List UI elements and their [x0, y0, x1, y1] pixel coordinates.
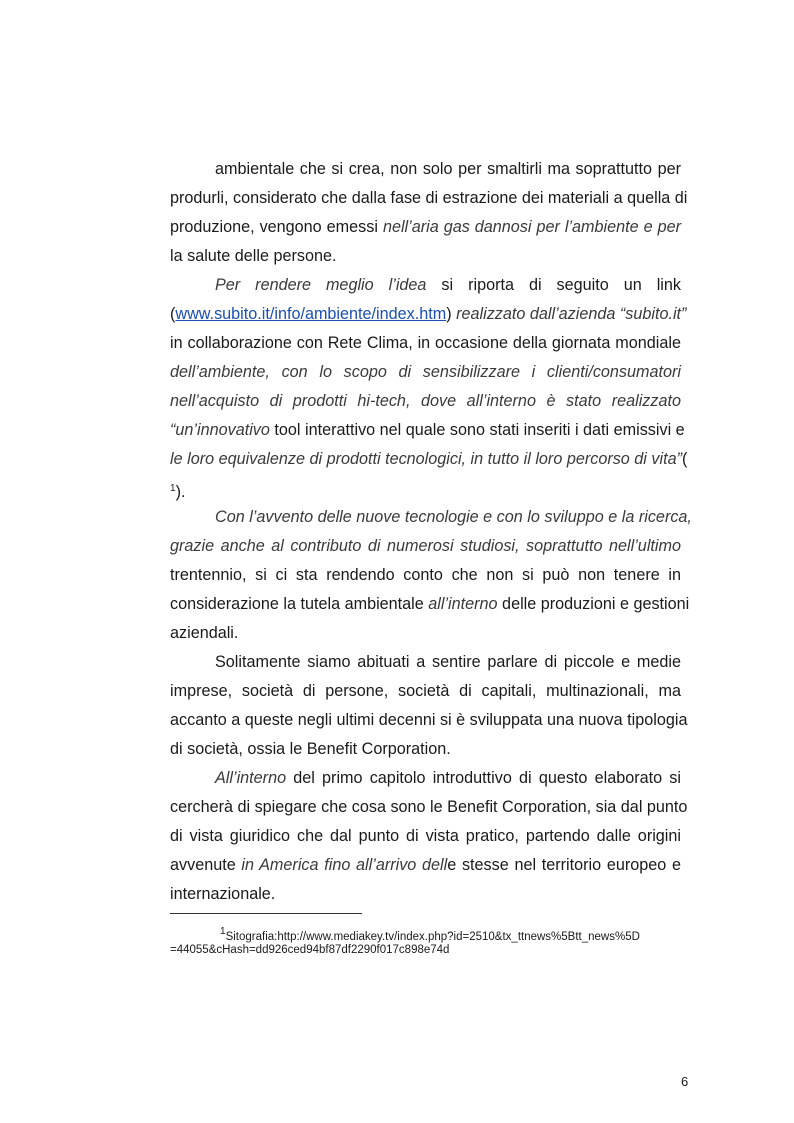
p5-line5: internazionale. — [170, 885, 276, 903]
p2-line2 — [170, 300, 687, 329]
p2-line6-italic: innovativo — [197, 421, 270, 439]
footnote-line1 — [170, 923, 682, 941]
footnote-text1: Sitografia:http://www.mediakey.tv/index.php?id=2510&tx_ttnews%5Btt_news%5D — [225, 931, 640, 943]
page-number: 6 — [681, 1074, 689, 1089]
p2-line7-italic: le loro equivalenze di prodotti tecnologici, in tutto il loro percorso di vita” — [170, 450, 682, 468]
p3-line4-italic: all’interno — [428, 595, 498, 613]
p2-line6-text: tool interattivo nel quale sono stati inseriti i dati emissivi e — [269, 421, 685, 439]
p5-line3: di vista giuridico che dal punto di vista pratico, partendo dalle origini — [170, 827, 681, 845]
p4-line3: accanto a queste negli ultimi decenni si è sviluppata una nuova tipologia — [170, 711, 688, 729]
p1-line3-italic: nell’aria gas dannosi per l’ambiente e per — [382, 218, 681, 236]
p1-line3-text: produzione, vengono emessi — [170, 218, 383, 236]
p1-line3 — [170, 213, 681, 242]
body-text — [170, 155, 692, 909]
p2-line5: nell’acquisto di prodotti hi-tech, dove all’interno è stato realizzato — [170, 392, 681, 410]
p5-line4-tail: e stesse nel territorio europeo e — [447, 856, 681, 874]
p2-line7-paren: ( — [681, 450, 688, 468]
p4-line4: di società, ossia le Benefit Corporation. — [170, 740, 451, 758]
p2-line7 — [170, 445, 688, 474]
p5-line2: cercherà di spiegare che cosa sono le Benefit Corporation, sia dal punto — [170, 798, 688, 816]
p3-line4-text: considerazione la tutela ambientale — [170, 595, 429, 613]
p2-line4: dell’ambiente, con lo scopo di sensibilizzare i clienti/consumatori — [170, 363, 681, 381]
footnote-ref: 1 — [170, 483, 176, 494]
p2-line8-text: ). — [175, 483, 186, 501]
p4-line1: Solitamente siamo abituati a sentire parlare di piccole e medie — [215, 653, 681, 671]
p2-line3: in collaborazione con Rete Clima, in occasione della giornata mondiale — [170, 334, 681, 352]
p2-line8 — [170, 474, 681, 503]
p2-line1 — [170, 271, 681, 300]
p2-line2-italic: realizzato dall’azienda “subito.it” — [456, 305, 687, 323]
p1-line4: la salute delle persone. — [170, 247, 337, 265]
p2-close-paren: ) — [446, 305, 457, 323]
p2-open-paren: ( — [170, 305, 176, 323]
p2-line1-text: si riporta di seguito un link — [426, 276, 681, 294]
footnote — [170, 923, 682, 959]
p1-line2: produrli, considerato che dalla fase di estrazione dei materiali a quella di — [170, 189, 688, 207]
footnote-line2: =44055&cHash=dd926ced94bf87df2290f017c898e74d — [170, 944, 450, 956]
p3-line2: grazie anche al contributo di numerosi studiosi, soprattutto nell’ultimo — [170, 537, 681, 555]
footnote-separator — [170, 913, 362, 914]
p3-line5: aziendali. — [170, 624, 239, 642]
p2-line6 — [170, 416, 685, 445]
p5-line1-italic: All’interno — [215, 769, 287, 787]
p5-line4-text: avvenute — [170, 856, 242, 874]
p1-line1: ambientale che si crea, non solo per smaltirli ma soprattutto per — [215, 160, 681, 178]
p3-line1: Con l’avvento delle nuove tecnologie e con lo sviluppo e la ricerca, — [215, 508, 692, 526]
p2-line6-quote: “un’ — [170, 421, 197, 439]
p5-line4 — [170, 851, 681, 880]
footnote-number: 1 — [220, 926, 226, 937]
subito-link[interactable]: www.subito.it/info/ambiente/index.htm — [175, 305, 447, 323]
p5-line4-italic: in America fino all’arrivo dell — [241, 856, 448, 874]
p3-line4-tail: delle produzioni e gestioni — [497, 595, 690, 613]
p4-line2: imprese, società di persone, società di capitali, multinazionali, ma — [170, 682, 681, 700]
p2-line1-italic: Per rendere meglio l’idea — [215, 276, 427, 294]
p5-line1-text: del primo capitolo introduttivo di questo elaborato si — [286, 769, 681, 787]
p3-line4 — [170, 590, 690, 619]
p5-line1 — [170, 764, 681, 793]
p3-line3: trentennio, si ci sta rendendo conto che non si può non tenere in — [170, 566, 681, 584]
